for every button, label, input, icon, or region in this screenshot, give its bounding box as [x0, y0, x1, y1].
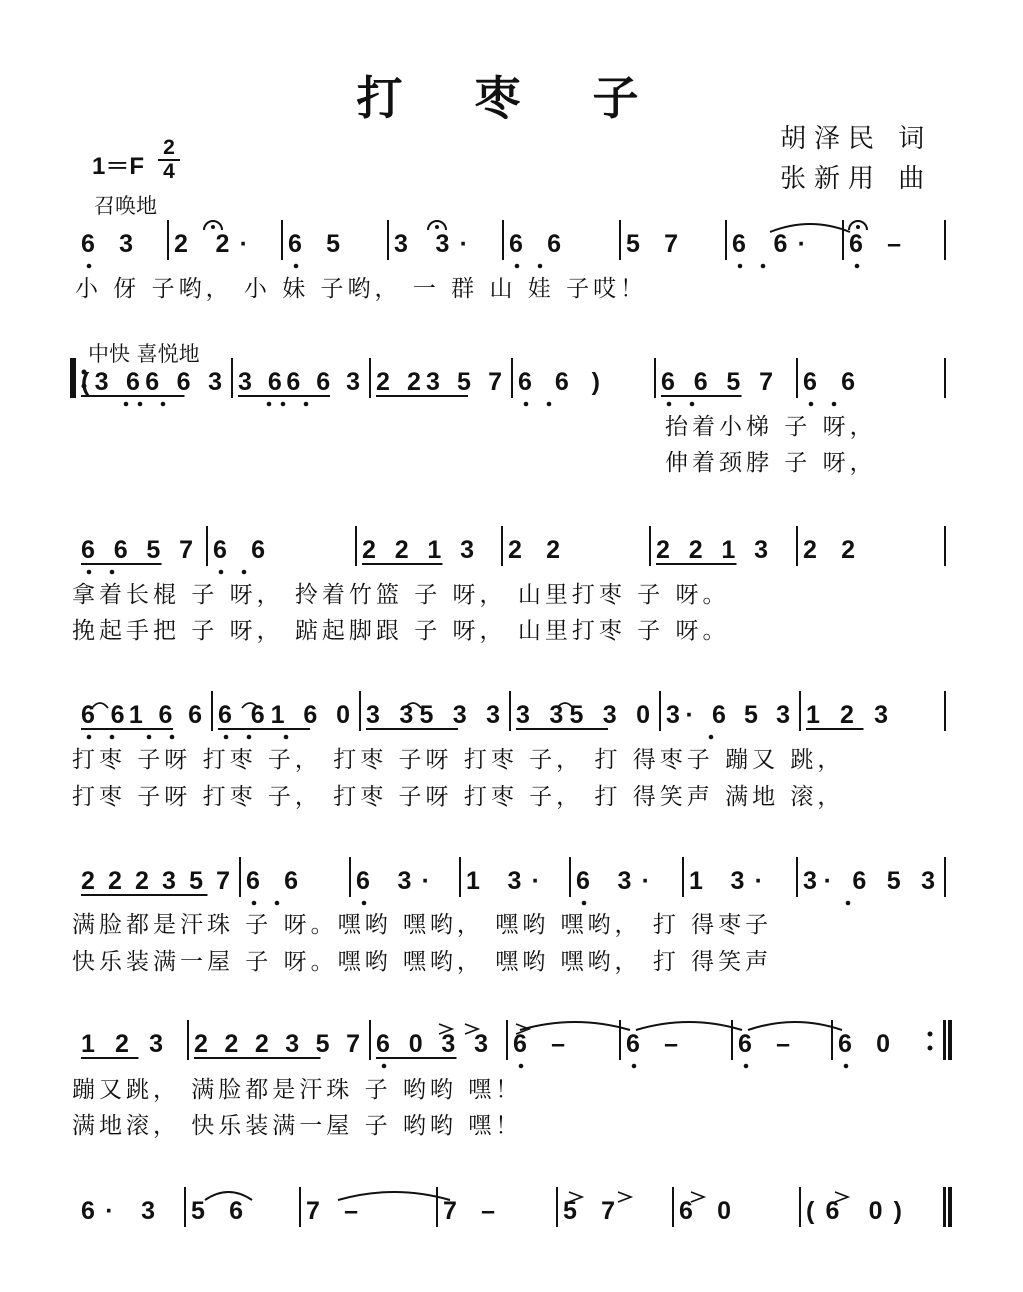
lyric-verse-2: 伸着颈脖 子 呀，	[665, 450, 877, 476]
measure-notes: 2 2 2 3 5 7	[194, 1030, 360, 1058]
tie	[520, 1022, 630, 1030]
lyricist-credit: 胡泽民 词	[780, 124, 933, 154]
octave-low-dot	[667, 402, 672, 407]
lyric-verse-1: 打枣 子呀 打枣 子， 打枣 子呀 打枣 子， 打 得枣子 蹦又 跳，	[72, 747, 845, 773]
measure-notes: 2 2 1 3	[362, 536, 474, 564]
octave-low-dot	[832, 402, 837, 407]
lyric-verse-1: 蹦又跳， 满脸都是汗珠 子 哟哟 嘿！	[72, 1077, 523, 1103]
measure-notes: (6 0)	[806, 1197, 902, 1225]
lyric-verse-2: 快乐装满一屋 子 呀。嘿哟 嘿哟， 嘿哟 嘿哟， 打 得笑声	[72, 949, 773, 975]
octave-low-dot	[690, 402, 695, 407]
octave-low-dot	[709, 735, 714, 740]
measure-notes: 7 –	[443, 1197, 495, 1225]
measure-notes: 6 –	[626, 1030, 678, 1058]
lyric-verse-2: 满地滚， 快乐装满一屋 子 哟哟 嘿！	[72, 1113, 523, 1139]
repeat-dot	[928, 1046, 933, 1051]
tie	[748, 1022, 842, 1030]
measure-notes: 3 35 3 3	[366, 701, 500, 729]
octave-low-dot	[242, 570, 247, 575]
octave-low-dot	[247, 735, 252, 740]
fermata-dot	[211, 225, 215, 229]
octave-low-dot	[275, 901, 280, 906]
octave-low-dot	[224, 735, 229, 740]
measure-notes: 5 6	[191, 1197, 243, 1225]
measure-notes: 6 3·	[356, 867, 430, 895]
measure-notes: 2 2 1 3	[656, 536, 768, 564]
octave-low-dot	[519, 1064, 524, 1069]
octave-low-dot	[761, 264, 766, 269]
measure-notes: 2 2·	[174, 230, 248, 258]
measure-notes: 6 6	[246, 867, 298, 895]
octave-low-dot	[138, 402, 143, 407]
measure-notes: 6 5	[288, 230, 340, 258]
octave-low-dot	[284, 735, 289, 740]
measure-notes: 6 6	[213, 536, 265, 564]
octave-low-dot	[582, 901, 587, 906]
lyric-verse-2: 挽起手把 子 呀， 踮起脚跟 子 呀， 山里打枣 子 呀。	[72, 618, 730, 644]
composer-credit: 张新用 曲	[780, 164, 933, 194]
octave-low-dot	[124, 402, 129, 407]
octave-low-dot	[304, 402, 309, 407]
octave-low-dot	[362, 901, 367, 906]
lyric-verse-1: 抬着小梯 子 呀，	[665, 414, 877, 440]
measure-notes: 2 2 2 3 5 7	[81, 867, 230, 895]
measure-notes: 2 23 5 7	[376, 368, 502, 396]
octave-low-dot	[87, 570, 92, 575]
measure-notes: 6 0	[679, 1197, 731, 1225]
measure-notes: 5 7	[563, 1197, 615, 1225]
measure-notes: 6 6	[803, 368, 855, 396]
lyric-verse-2: 打枣 子呀 打枣 子， 打枣 子呀 打枣 子， 打 得笑声 满地 滚，	[72, 784, 845, 810]
measure-notes: 7 –	[306, 1197, 358, 1225]
octave-low-dot	[538, 264, 543, 269]
fermata-dot	[856, 225, 860, 229]
octave-low-dot	[294, 264, 299, 269]
octave-low-dot	[844, 1064, 849, 1069]
measure-notes: 6 –	[738, 1030, 790, 1058]
octave-low-dot	[219, 570, 224, 575]
measure-notes: 3 35 3 0	[516, 701, 650, 729]
octave-low-dot	[855, 264, 860, 269]
measure-notes: 6 –	[513, 1030, 565, 1058]
octave-low-dot	[87, 264, 92, 269]
accent-mark	[618, 1192, 631, 1202]
octave-low-dot	[252, 901, 257, 906]
tempo-marking-intro: 召唤地	[94, 194, 157, 218]
octave-low-dot	[281, 402, 286, 407]
octave-low-dot	[809, 402, 814, 407]
key-signature: 1＝F	[92, 153, 145, 180]
measure-notes: (3 66 6 3	[81, 368, 222, 396]
time-signature-bottom: 4	[163, 160, 175, 183]
octave-low-dot	[738, 264, 743, 269]
octave-low-dot	[267, 402, 272, 407]
tempo-marking-main: 中快 喜悦地	[88, 342, 200, 366]
song-title: 打 枣 子	[356, 71, 667, 125]
measure-notes: 1 2 3	[806, 701, 888, 729]
measure-notes: 6 –	[849, 230, 901, 258]
measure-notes: 6 0	[838, 1030, 890, 1058]
octave-low-dot	[632, 1064, 637, 1069]
measure-notes: 6· 3	[81, 1197, 155, 1225]
octave-low-dot	[524, 402, 529, 407]
time-signature-top: 2	[163, 136, 175, 159]
lyric-verse-1: 小 伢 子哟， 小 妹 子哟， 一 群 山 娃 子哎！	[75, 276, 648, 302]
octave-low-dot	[87, 735, 92, 740]
measure-notes: 6 3·	[576, 867, 650, 895]
lyric-verse-1: 拿着长棍 子 呀， 拎着竹篮 子 呀， 山里打枣 子 呀。	[72, 582, 730, 608]
measure-notes: 6 0 3 3	[376, 1030, 488, 1058]
measure-notes: 2 2	[803, 536, 855, 564]
measure-notes: 1 2 3	[81, 1030, 163, 1058]
octave-low-dot	[170, 735, 175, 740]
octave-low-dot	[110, 570, 115, 575]
octave-low-dot	[110, 735, 115, 740]
repeat-dot	[928, 1032, 933, 1037]
measure-notes: 6 6·	[732, 230, 806, 258]
measure-notes: 3 66 6 3	[238, 368, 360, 396]
fermata-dot	[435, 225, 439, 229]
octave-low-dot	[846, 901, 851, 906]
measure-notes: 6 6	[509, 230, 561, 258]
measure-notes: 2 2	[508, 536, 560, 564]
measure-notes: 6 61 6 0	[218, 701, 350, 729]
octave-low-dot	[147, 735, 152, 740]
measure-notes: 3 3·	[394, 230, 468, 258]
measure-notes: 1 3·	[466, 867, 540, 895]
tie	[636, 1022, 742, 1030]
measure-notes: 3· 6 5 3	[803, 867, 935, 895]
measure-notes: 3· 6 5 3	[666, 701, 790, 729]
measure-notes: 6 3	[81, 230, 133, 258]
octave-low-dot	[744, 1064, 749, 1069]
measure-notes: 6 6 )	[518, 368, 600, 396]
octave-low-dot	[161, 402, 166, 407]
octave-low-dot	[547, 402, 552, 407]
measure-notes: 1 3·	[689, 867, 763, 895]
octave-low-dot	[515, 264, 520, 269]
measure-notes: 6 6 5 7	[661, 368, 773, 396]
measure-notes: 6 6 5 7	[81, 536, 193, 564]
octave-low-dot	[382, 1064, 387, 1069]
measure-notes: 5 7	[626, 230, 678, 258]
lyric-verse-1: 满脸都是汗珠 子 呀。嘿哟 嘿哟， 嘿哟 嘿哟， 打 得枣子	[72, 912, 773, 938]
measure-notes: 6 61 6 6	[81, 701, 202, 729]
